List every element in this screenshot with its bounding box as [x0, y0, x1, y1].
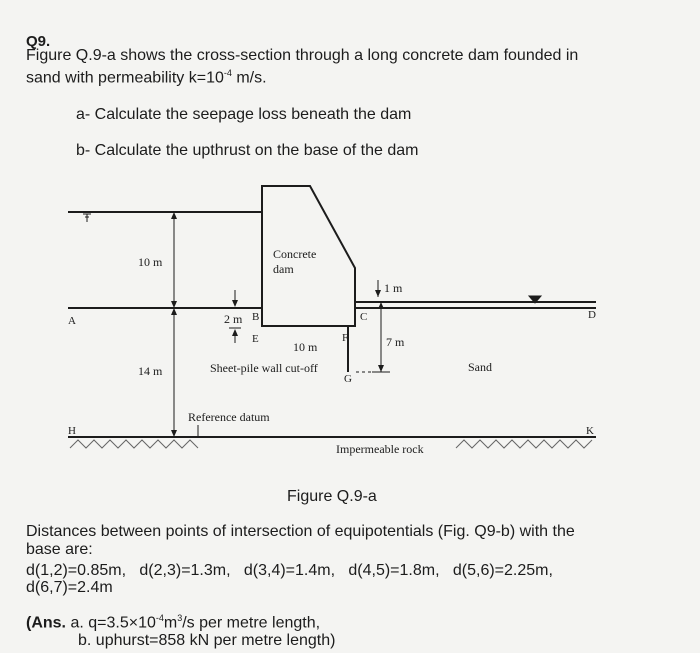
point-E: E	[252, 333, 259, 345]
arrow-2m-up	[232, 329, 238, 336]
answer-a-rest: /s per metre length,	[182, 614, 321, 632]
label-10m-base: 10 m	[293, 340, 318, 354]
rock-hatching-left	[70, 440, 198, 448]
label-concrete: Concrete	[273, 247, 317, 261]
answer-label: (Ans.	[26, 614, 66, 632]
question-part-a: a- Calculate the seepage loss beneath the dam	[76, 106, 412, 123]
label-sheet-pile: Sheet-pile wall cut-off	[210, 361, 318, 375]
point-A: A	[68, 315, 76, 327]
arrow-1m-down	[375, 290, 381, 297]
point-H: H	[68, 425, 76, 437]
question-number: Q9.	[26, 33, 51, 50]
answer-line-a	[26, 613, 320, 632]
question-line-2-text: sand with permeability k=10	[26, 69, 224, 87]
question-line-1: Figure Q.9-a shows the cross-section through a long concrete dam founded in	[26, 47, 579, 64]
label-reference-datum: Reference datum	[188, 410, 270, 424]
label-10m-upstream: 10 m	[138, 255, 163, 269]
question-line-2-units: m/s.	[231, 69, 267, 87]
answer-a-unit: m	[163, 614, 178, 632]
arrow-up-top	[171, 212, 177, 219]
answer-line-b: b. uphurst=858 kN per metre length)	[78, 632, 336, 649]
distances-line-4: d(6,7)=2.4m	[26, 579, 113, 596]
distances-line-3: d(1,2)=0.85m, d(2,3)=1.3m, d(3,4)=1.4m, d(4,5)=1.8m, d(5,6)=2.25m,	[26, 562, 553, 579]
arrow-7m-down	[378, 365, 384, 372]
point-D: D	[588, 309, 596, 321]
label-14m: 14 m	[138, 364, 163, 378]
point-C: C	[360, 311, 368, 323]
point-F: F	[342, 332, 349, 344]
question-part-b: b- Calculate the upthrust on the base of the dam	[76, 142, 419, 159]
label-dam: dam	[273, 262, 294, 276]
arrow-down-bottom	[171, 430, 177, 437]
label-impermeable-rock: Impermeable rock	[336, 442, 424, 456]
point-G: G	[344, 373, 352, 385]
rock-hatching-right	[456, 440, 592, 448]
label-sand: Sand	[468, 360, 492, 374]
answer-a-exponent: -4	[155, 613, 164, 623]
arrow-2m-down	[232, 300, 238, 307]
arrow-up-14m	[171, 308, 177, 315]
arrow-7m-up	[378, 302, 384, 309]
point-B: B	[252, 311, 260, 323]
point-K: K	[586, 425, 594, 437]
arrow-down-10m	[171, 301, 177, 308]
distances-line-1: Distances between points of intersection of equipotentials (Fig. Q9-b) with the	[26, 523, 575, 540]
upstream-water-symbol	[83, 214, 91, 222]
answer-a-unit-exponent: 3	[177, 613, 183, 623]
permeability-exponent: -4	[223, 68, 232, 78]
distances-line-2: base are:	[26, 541, 93, 558]
figure-caption: Figure Q.9-a	[287, 488, 377, 505]
label-7m: 7 m	[386, 335, 405, 349]
answer-a-text: a. q=3.5×10	[66, 614, 156, 632]
label-2m: 2 m	[224, 312, 243, 326]
label-1m: 1 m	[384, 281, 403, 295]
